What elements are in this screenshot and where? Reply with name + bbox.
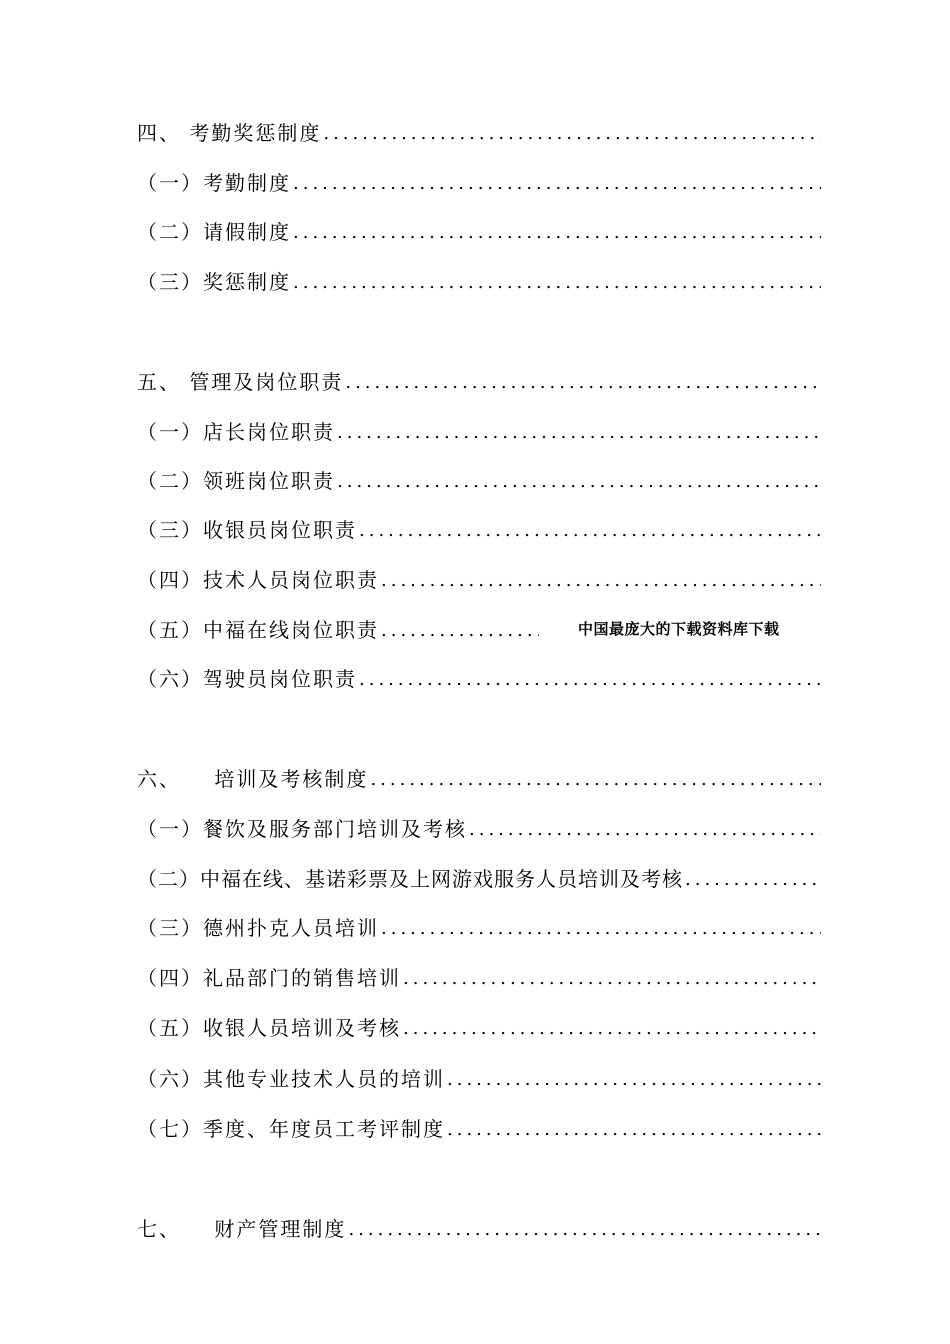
toc-item-label: （二）中福在线、基诺彩票及上网游戏服务人员培训及考核 (137, 867, 683, 891)
dot-leader (447, 1071, 821, 1089)
toc-item-label: （三）奖惩制度 (137, 270, 291, 294)
toc-item (137, 1059, 821, 1089)
dot-leader (323, 125, 821, 143)
toc-section-6 (137, 759, 821, 789)
toc-item-label: （四）礼品部门的销售培训 (137, 966, 401, 990)
toc-section-7 (137, 1209, 821, 1239)
toc-section-title: 四、 考勤奖惩制度 (137, 121, 322, 145)
toc-item-label: （四）技术人员岗位职责 (137, 568, 379, 592)
dot-leader (337, 473, 821, 491)
toc-item (137, 859, 821, 889)
toc-section-title: 六、 培训及考核制度 (137, 767, 369, 791)
toc-item-label: （二）请假制度 (137, 220, 291, 244)
dot-leader (293, 224, 821, 242)
toc-item (137, 163, 821, 193)
toc-item-label: （五）中福在线岗位职责 (137, 618, 379, 642)
toc-item (137, 958, 821, 988)
dot-leader (345, 374, 821, 392)
toc-item (137, 809, 821, 839)
toc-item-label: （一）店长岗位职责 (137, 420, 335, 444)
dot-leader (348, 1221, 821, 1239)
dot-leader (381, 622, 539, 640)
dot-leader (359, 671, 821, 689)
toc-item-label: （五）收银人员培训及考核 (137, 1016, 401, 1040)
dot-leader (293, 175, 821, 193)
dot-leader (381, 572, 821, 590)
toc-item (137, 262, 821, 292)
toc-item-label: （一）考勤制度 (137, 171, 291, 195)
toc-item (137, 461, 821, 491)
toc-item-label: （三）德州扑克人员培训 (137, 916, 379, 940)
toc-item-label: （六）驾驶员岗位职责 (137, 667, 357, 691)
dot-leader (469, 821, 821, 839)
toc-item (137, 212, 821, 242)
dot-leader (381, 920, 821, 938)
toc-item-label: （三）收银员岗位职责 (137, 518, 357, 542)
watermark-text: 中国最庞大的下载资料库下载 (578, 620, 780, 638)
toc-item (137, 1109, 821, 1139)
dot-leader (447, 1121, 821, 1139)
toc-section-title: 五、 管理及岗位职责 (137, 370, 344, 394)
dot-leader (685, 871, 821, 889)
toc-section-5 (137, 362, 821, 392)
toc-item (137, 560, 821, 590)
toc-section-4 (137, 113, 821, 143)
dot-leader (293, 274, 821, 292)
dot-leader (403, 970, 821, 988)
dot-leader (337, 424, 821, 442)
toc-item (137, 659, 821, 689)
toc-item (137, 1008, 821, 1038)
toc-item-label: （七）季度、年度员工考评制度 (137, 1117, 445, 1141)
toc-item (137, 510, 821, 540)
dot-leader (370, 771, 821, 789)
toc-section-title: 七、 财产管理制度 (137, 1217, 347, 1241)
toc-item-label: （六）其他专业技术人员的培训 (137, 1067, 445, 1091)
dot-leader (403, 1020, 821, 1038)
toc-item (137, 412, 821, 442)
dot-leader (359, 522, 821, 540)
toc-item (137, 908, 821, 938)
toc-item-label: （二）领班岗位职责 (137, 469, 335, 493)
toc-item-label: （一）餐饮及服务部门培训及考核 (137, 817, 467, 841)
